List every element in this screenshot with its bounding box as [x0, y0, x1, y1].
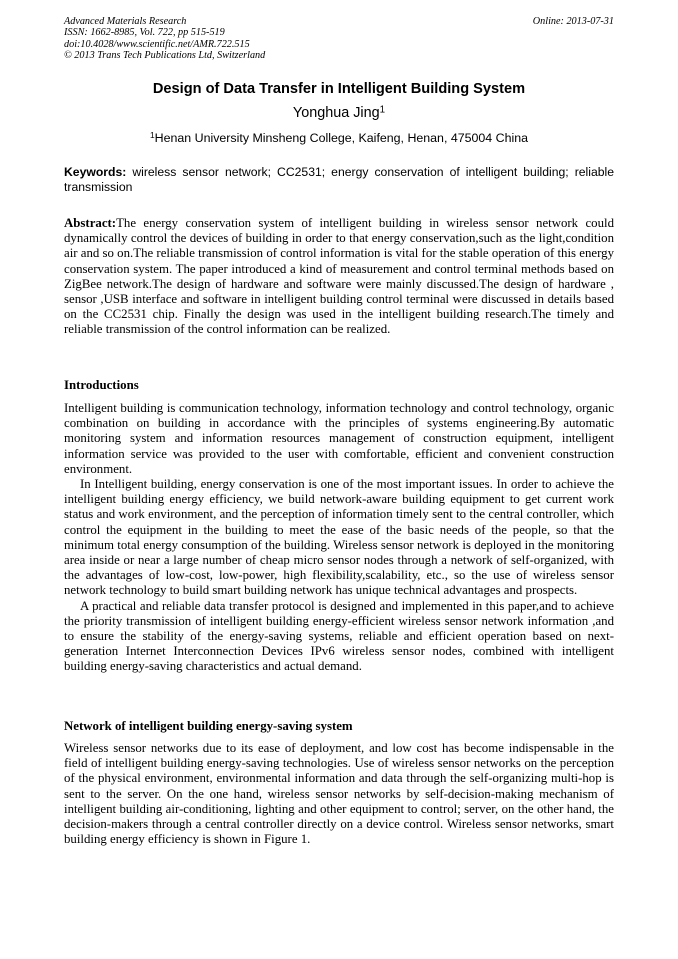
intro-paragraph-2: In Intelligent building, energy conservation is one of the most important issues. In order to achieve the intelligent building energy efficiency, we build network-aware building equipment to get current work status and work environment, and the perception of information timely sent to the central controller, which control the equipment in the building to meet the ease of the basic needs of the people, so that the minimum total energy consumption of the building. Wireless sensor network is deployed in the monitoring area inside or near a large number of cheap micro sensor nodes through a network of self-organized, with the advantages of low-cost, low-power, high flexibility,scalability, etc., so the use of wireless sensor network technology to build smart building network has unique technical advantages and prospects.: [64, 477, 614, 598]
network-paragraph-1: Wireless sensor networks due to its ease of deployment, and low cost has become indispensable in the field of intelligent building energy-saving technologies. Use of wireless sensor networks on the perception of the physical environment, environmental information and data through the self-organizing multi-hop is sent to the server. On the one hand, wireless sensor networks by self-decision-making mechanism of intelligent building air-conditioning, lighting and other equipment to control; server, on the other hand, the decision-makers through a central controller directly on a device control. Wireless sensor networks, smart building energy efficiency is shown in Figure 1.: [64, 741, 614, 847]
section-heading-introductions: Introductions: [64, 378, 139, 392]
journal-header: [64, 16, 265, 61]
issn-line: ISSN: 1662-8985, Vol. 722, pp 515-519: [64, 27, 225, 39]
keywords-text: wireless sensor network; CC2531; energy conservation of intelligent building; reliable transmission: [64, 165, 614, 195]
abstract: [64, 216, 614, 338]
journal-name: Advanced Materials Research: [64, 16, 187, 27]
intro-paragraph-3: A practical and reliable data transfer protocol is designed and implemented in this paper,and to achieve the priority transmission of intelligent building energy-efficient wireless sensor network information ,and to ensure the stability of the energy-saving systems, reliable and efficient operation based on next-generation Internet Interconnection Devices IPv6 wireless sensor nodes, combined with intelligent building energy-saving characteristics and actual demand.: [64, 598, 614, 674]
section-heading-network: Network of intelligent building energy-saving system: [64, 719, 353, 733]
keywords-label: Keywords:: [64, 165, 127, 179]
affiliation-line: [0, 130, 678, 146]
author-line: [0, 104, 678, 122]
paper-title: Design of Data Transfer in Intelligent Building System: [152, 81, 526, 97]
affiliation-text: Henan University Minsheng College, Kaifeng, Henan, 475004 China: [154, 131, 529, 145]
keywords: [64, 165, 614, 195]
doi-line: doi:10.4028/www.scientific.net/AMR.722.515: [64, 38, 250, 50]
abstract-text: The energy conservation system of intelligent building in wireless sensor network could dynamically control the devices of building in order to that energy conservation,such as the light,condition air and so on.The reliable transmission of control information is vital for the stable operation of this energy conservation system. The paper introduced a kind of measurement and control terminal methods based on ZigBee network.The design of hardware and software were mainly discussed.The design of hardware , sensor ,USB interface and software in intelligent building control terminal were discussed in details based on the CC2531 chip. Finally the design was used in the intelligent building research.The timely and reliable transmission of the control information can be realized.: [64, 216, 614, 337]
online-date: Online: 2013-07-31: [532, 16, 614, 27]
introductions-body: [64, 401, 614, 675]
affiliation-superscript: 1: [149, 130, 155, 141]
network-body: [64, 741, 614, 847]
copyright-line: © 2013 Trans Tech Publications Ltd, Switzerland: [64, 49, 266, 61]
intro-paragraph-1: Intelligent building is communication technology, information technology and control technology, organic combination on building in accordance with the principles of systems engineering.By automatic monitoring system and information resources management of construction equipment, intelligent information service was provided to the user with comfortable, efficient and convenient construction environment.: [64, 401, 614, 476]
author-superscript: 1: [379, 104, 386, 116]
author-name: Yonghua Jing: [292, 105, 380, 121]
abstract-paragraph: [64, 216, 614, 338]
abstract-label: Abstract:: [64, 216, 117, 230]
